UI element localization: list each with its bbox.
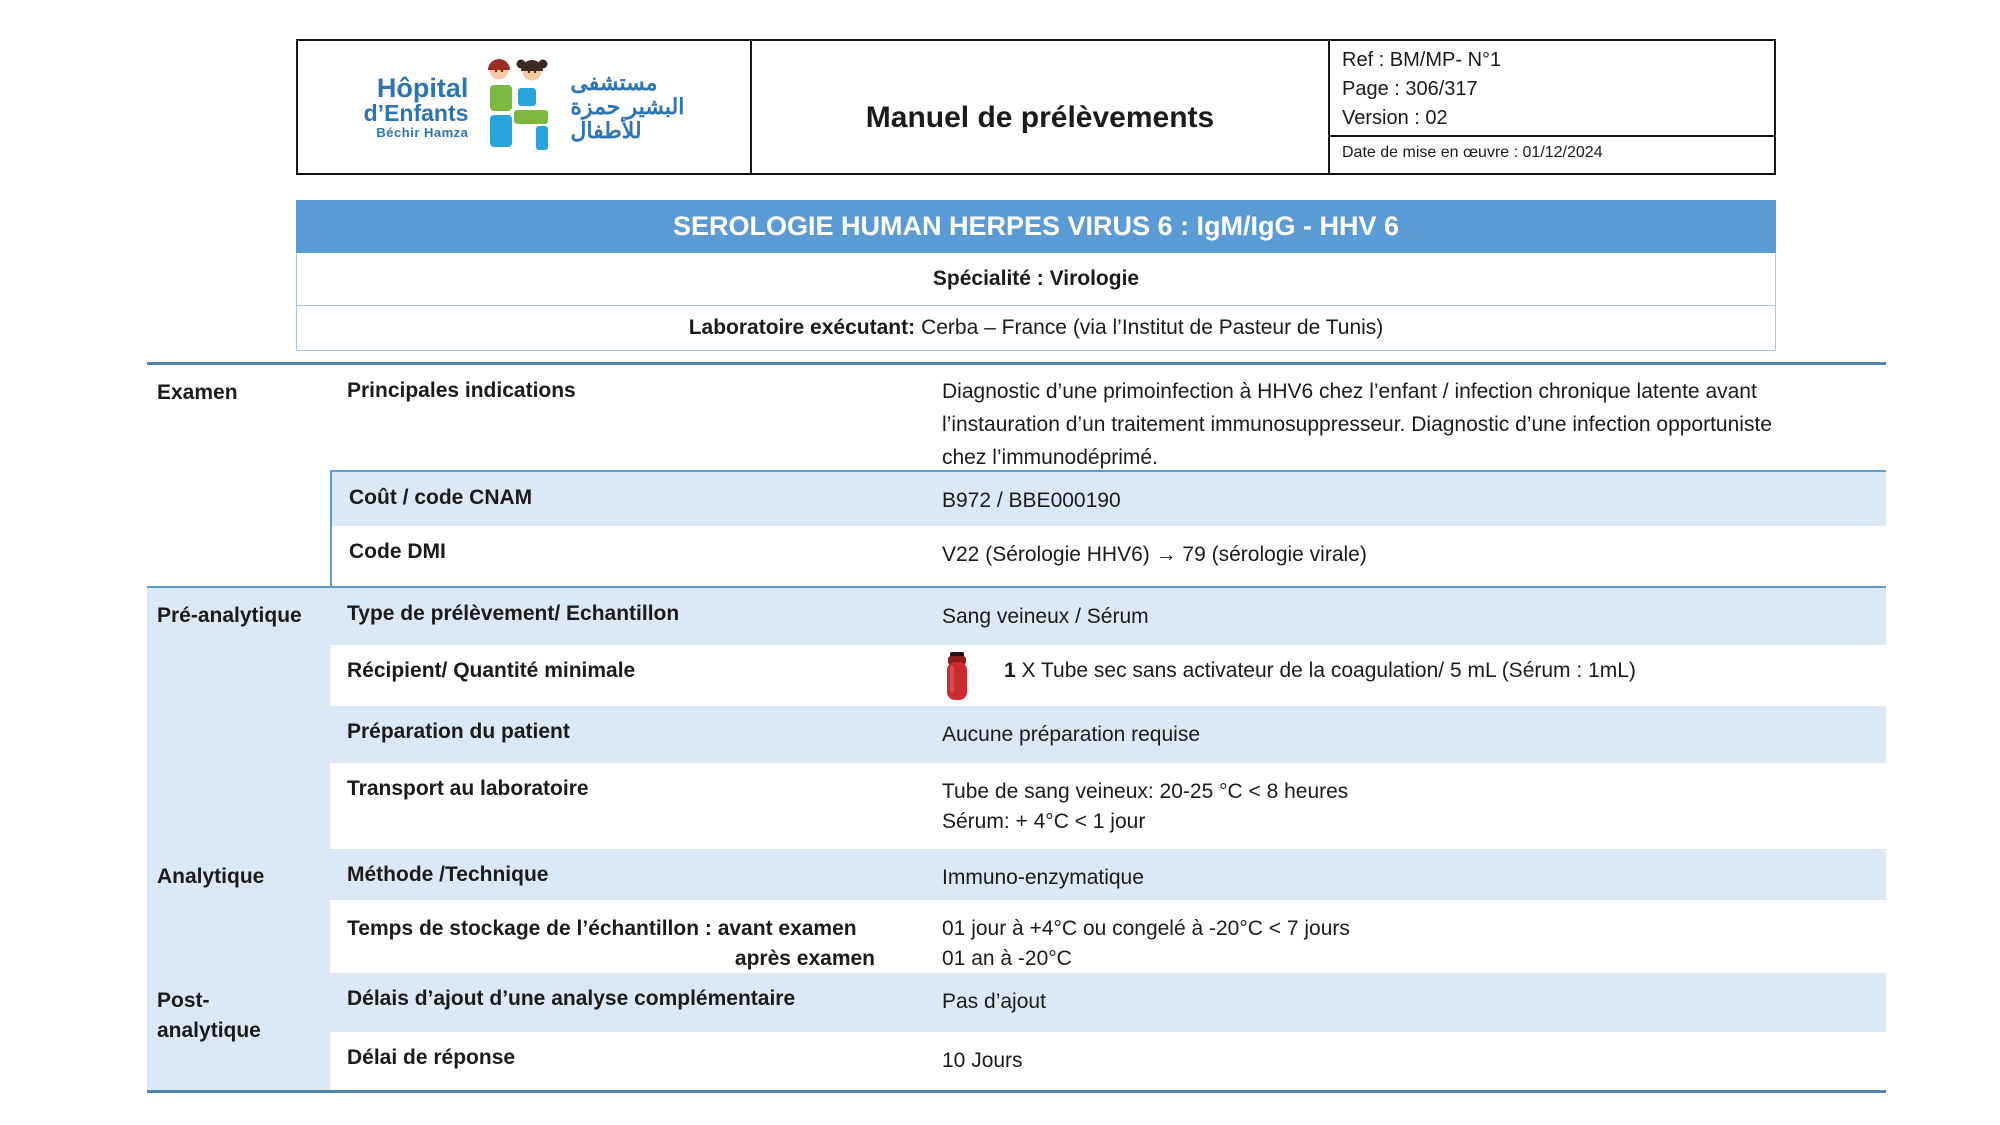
code-dmi-value: V22 (Sérologie HHV6) → 79 (sérologie virale) xyxy=(940,526,1886,586)
methode-value: Immuno-enzymatique xyxy=(940,849,1886,900)
section-examen: Examen xyxy=(147,365,330,586)
delai-ajout-value: Pas d’ajout xyxy=(940,973,1886,1032)
indications-line2: l’instauration d’un traitement immunosuppresseur. Diagnostic d’une infection opportuniste xyxy=(942,413,1772,436)
hospital-name-french xyxy=(364,74,469,140)
document-header xyxy=(296,39,1776,175)
version-number: Version : 02 xyxy=(1342,107,1448,129)
transport-value xyxy=(940,763,1886,849)
executing-lab-label: Laboratoire exécutant: xyxy=(688,316,916,339)
hospital-logo-icon xyxy=(480,55,558,160)
indications-line1: Diagnostic d’une primoinfection à HHV6 chez l’enfant / infection chronique latente avant xyxy=(942,380,1757,403)
analysis-title: SEROLOGIE HUMAN HERPES VIRUS 6 : IgM/IgG - HHV 6 xyxy=(672,211,1400,241)
stockage-label-line2: après examen xyxy=(734,947,875,970)
stockage-label xyxy=(330,900,940,973)
stockage-value-line2: 01 an à -20°C xyxy=(942,947,1072,970)
cout-cnam-label: Coût / code CNAM xyxy=(330,470,940,526)
delai-reponse-label: Délai de réponse xyxy=(330,1032,940,1090)
hospital-name-line3: Béchir Hamza xyxy=(376,125,469,141)
recipient-desc: X Tube sec sans activateur de la coagulation/ 5 mL (Sérum : 1mL) xyxy=(1015,659,1636,682)
type-prelevement-value: Sang veineux / Sérum xyxy=(940,586,1886,645)
hospital-name-line2: d’Enfants xyxy=(363,100,469,127)
recipient-value xyxy=(940,645,1886,706)
stockage-value-line1: 01 jour à +4°C ou congelé à -20°C < 7 jours xyxy=(942,917,1350,940)
stockage-label-line1: Temps de stockage de l’échantillon : avant examen xyxy=(347,917,857,940)
cout-cnam-value: B972 / BBE000190 xyxy=(940,470,1886,526)
reference-lines xyxy=(1330,41,1774,135)
hospital-name-ar-line1: مستشفى xyxy=(570,69,658,95)
methode-label: Méthode /Technique xyxy=(330,849,940,900)
reference-cell xyxy=(1330,41,1774,173)
section-analytique: Analytique xyxy=(147,849,330,973)
implementation-date: Date de mise en œuvre : 01/12/2024 xyxy=(1330,135,1774,173)
transport-line1: Tube de sang veineux: 20-25 °C < 8 heures xyxy=(942,780,1349,803)
delai-ajout-label: Délais d’ajout d’une analyse complémentaire xyxy=(330,973,940,1032)
executing-lab-value: Cerba – France (via l’Institut de Pasteur de Tunis) xyxy=(921,316,1384,339)
hospital-name-line1: Hôpital xyxy=(376,73,469,104)
transport-line2: Sérum: + 4°C < 1 jour xyxy=(942,810,1146,833)
manual-title: Manuel de prélèvements xyxy=(865,101,1215,134)
indications-line3: chez l’immunodéprimé. xyxy=(942,446,1158,469)
hospital-name-ar-line2: البشير حمزة xyxy=(570,93,685,119)
section-pre-analytique: Pré-analytique xyxy=(147,586,330,849)
section-post-line1: Post- xyxy=(157,989,210,1012)
preparation-value: Aucune préparation requise xyxy=(940,706,1886,763)
hospital-logo xyxy=(298,41,752,173)
stockage-value xyxy=(940,900,1886,973)
reference-number: Ref : BM/MP- N°1 xyxy=(1342,49,1502,71)
specialty-text: Spécialité : Virologie xyxy=(932,267,1140,290)
specialty-row xyxy=(296,253,1776,306)
code-dmi-label: Code DMI xyxy=(330,526,940,586)
preparation-label: Préparation du patient xyxy=(330,706,940,763)
transport-label: Transport au laboratoire xyxy=(330,763,940,849)
section-post-analytique xyxy=(147,973,330,1090)
delai-reponse-value: 10 Jours xyxy=(940,1032,1886,1090)
analysis-title-bar xyxy=(296,200,1776,253)
hospital-name-ar-line3: للأطفال xyxy=(570,118,642,144)
analysis-details-table xyxy=(147,362,1886,1093)
analysis-title-block xyxy=(296,200,1776,351)
manual-title-cell xyxy=(752,41,1330,173)
hospital-name-arabic xyxy=(570,71,684,144)
recipient-qty: 1 xyxy=(1004,659,1016,682)
page-number: Page : 306/317 xyxy=(1342,78,1478,100)
section-post-line2: analytique xyxy=(157,1019,261,1042)
type-prelevement-label: Type de prélèvement/ Echantillon xyxy=(330,586,940,645)
blood-tube-icon xyxy=(944,652,970,706)
recipient-text xyxy=(1004,652,1636,683)
indications-label: Principales indications xyxy=(330,365,940,470)
recipient-label: Récipient/ Quantité minimale xyxy=(330,645,940,706)
executing-lab-row xyxy=(296,306,1776,351)
indications-value xyxy=(940,365,1886,470)
